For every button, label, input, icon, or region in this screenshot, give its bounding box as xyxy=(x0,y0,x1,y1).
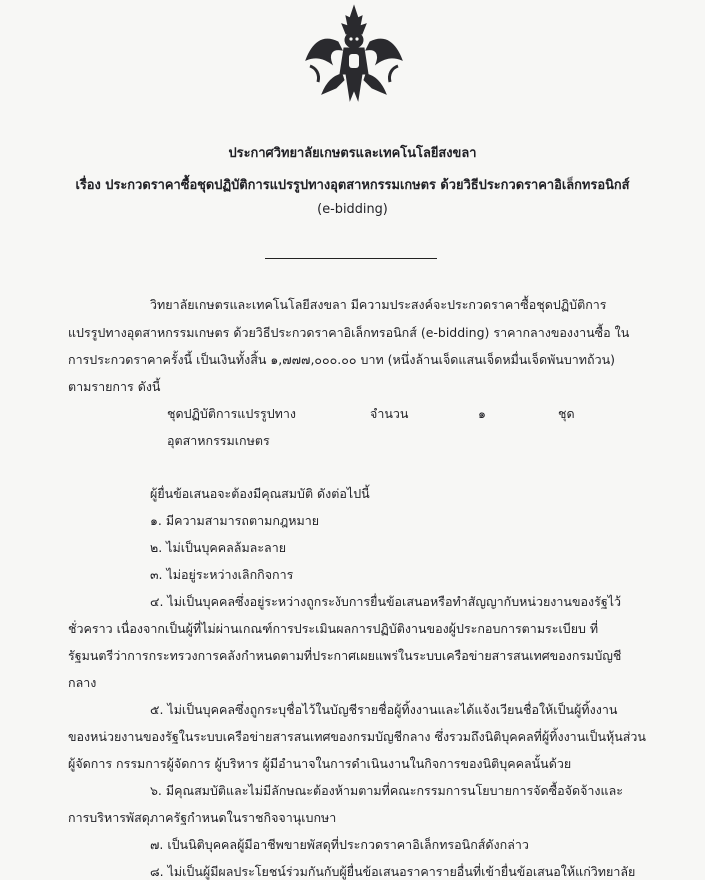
qualification-continued: ผู้จัดการ กรรมการผู้จัดการ ผู้บริหาร ผู้มีอำนาจในการดำเนินงานในกิจการของนิติบุคคลนั้นด้วย xyxy=(68,756,572,771)
announcement-title: ประกาศวิทยาลัยเกษตรและเทคโนโลยีสงขลา xyxy=(228,146,477,161)
qualification-continued: ชั่วคราว เนื่องจากเป็นผู้ที่ไม่ผ่านเกณฑ์การประเมินผลการปฏิบัติงานของผู้ประกอบการตามระเบียบ ที่ xyxy=(68,621,599,636)
qualification-item: ๕. ไม่เป็นบุคคลซึ่งถูกระบุชื่อไว้ในบัญชีรายชื่อผู้ทิ้งงานและได้แจ้งเวียนชื่อให้เป็นผู้ทิ้งงาน xyxy=(150,702,618,717)
item-unit: ชุด xyxy=(558,406,575,421)
title-divider xyxy=(265,258,437,259)
qualification-continued: กลาง xyxy=(68,675,97,690)
qualification-item: ๑. มีความสามารถตามกฎหมาย xyxy=(150,513,320,528)
qualification-item: ๘. ไม่เป็นผู้มีผลประโยชน์ร่วมกันกับผู้ยื่นข้อเสนอราคารายอื่นที่เข้ายื่นข้อเสนอให้แก่วิทยาลัย xyxy=(150,864,636,879)
intro-line-1: วิทยาลัยเกษตรและเทคโนโลยีสงขลา มีความประสงค์จะประกวดราคาซื้อชุดปฏิบัติการ xyxy=(150,297,607,312)
announcement-subject: เรื่อง ประกวดราคาซื้อชุดปฏิบัติการแปรรูปทางอุตสาหกรรมเกษตร ด้วยวิธีประกวดราคาอิเล็กทรอนิกส์ xyxy=(75,178,630,193)
intro-line-2: แปรรูปทางอุตสาหกรรมเกษตร ด้วยวิธีประกวดราคาอิเล็กทรอนิกส์ (e-bidding) ราคากลางของงานซื้อ ใน xyxy=(68,325,630,340)
qualification-continued: รัฐมนตรีว่าการกระทรวงการคลังกำหนดตามที่ประกาศเผยแพร่ในระบบเครือข่ายสารสนเทศของกรมบัญชี xyxy=(68,648,622,663)
intro-line-4: ตามรายการ ดังนี้ xyxy=(68,379,161,394)
item-quantity: ๑ xyxy=(478,406,486,421)
item-quantity-label: จำนวน xyxy=(370,406,409,421)
qualification-item: ๖. มีคุณสมบัติและไม่มีลักษณะต้องห้ามตามที่คณะกรรมการนโยบายการจัดซื้อจัดจ้างและ xyxy=(150,783,623,798)
qualification-continued: การบริหารพัสดุภาครัฐกำหนดในราชกิจจานุเบกษา xyxy=(68,810,337,825)
qualifications-heading: ผู้ยื่นข้อเสนอจะต้องมีคุณสมบัติ ดังต่อไปนี้ xyxy=(150,486,370,501)
procurement-method: (e-bidding) xyxy=(317,202,388,217)
garuda-emblem xyxy=(302,4,406,104)
qualification-item: ๗. เป็นนิติบุคคลผู้มีอาชีพขายพัสดุที่ประกวดราคาอิเล็กทรอนิกส์ดังกล่าว xyxy=(150,837,529,852)
qualification-continued: ของหน่วยงานของรัฐในระบบเครือข่ายสารสนเทศของกรมบัญชีกลาง ซึ่งรวมถึงนิติบุคคลที่ผู้ทิ้งงานเป็นหุ้นส่วน xyxy=(68,729,646,744)
qualification-item: ๓. ไม่อยู่ระหว่างเลิกกิจการ xyxy=(150,567,294,582)
qualification-item: ๒. ไม่เป็นบุคคลล้มละลาย xyxy=(150,540,287,555)
qualification-item: ๔. ไม่เป็นบุคคลซึ่งอยู่ระหว่างถูกระงับการยื่นข้อเสนอหรือทำสัญญากับหน่วยงานของรัฐไว้ xyxy=(150,594,622,609)
intro-line-3: การประกวดราคาครั้งนี้ เป็นเงินทั้งสิ้น ๑,๗๗๗,๐๐๐.๐๐ บาท (หนึ่งล้านเจ็ดแสนเจ็ดหมื่นเจ็ดพันบาทถ้วน) xyxy=(68,352,616,367)
item-name-continued: อุตสาหกรรมเกษตร xyxy=(167,433,270,448)
item-name: ชุดปฏิบัติการแปรรูปทาง xyxy=(167,406,296,421)
